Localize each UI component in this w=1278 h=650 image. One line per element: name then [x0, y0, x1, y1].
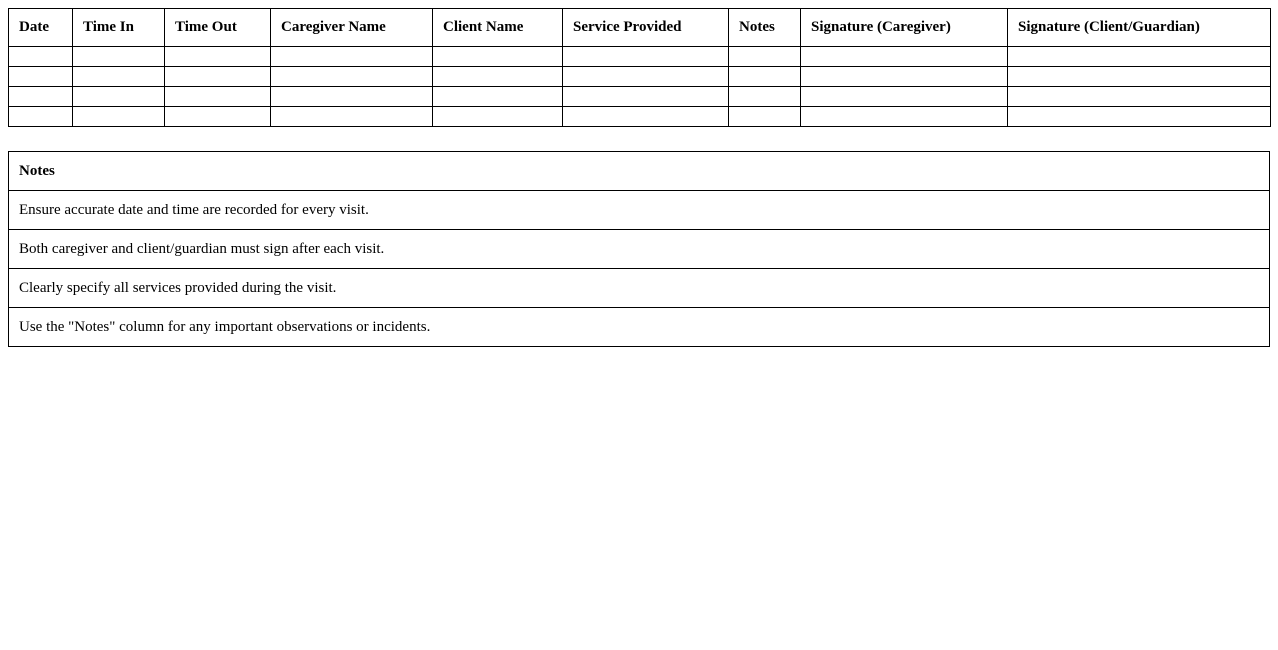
signature-caregiver-cell[interactable]	[801, 107, 1008, 127]
signature-client-guardian-cell[interactable]	[1008, 87, 1271, 107]
notes-cell[interactable]	[729, 47, 801, 67]
column-header-time-in: Time In	[73, 9, 165, 47]
note-item: Both caregiver and client/guardian must sign after each visit.	[9, 230, 1270, 269]
table-row	[9, 107, 1271, 127]
column-header-time-out: Time Out	[165, 9, 271, 47]
service-provided-cell[interactable]	[563, 67, 729, 87]
signature-caregiver-cell[interactable]	[801, 47, 1008, 67]
client-name-cell[interactable]	[433, 107, 563, 127]
service-provided-cell[interactable]	[563, 87, 729, 107]
note-item: Use the "Notes" column for any important observations or incidents.	[9, 308, 1270, 347]
client-name-cell[interactable]	[433, 67, 563, 87]
table-header-row	[9, 9, 1271, 47]
time-out-cell[interactable]	[165, 87, 271, 107]
note-item: Clearly specify all services provided during the visit.	[9, 269, 1270, 308]
caregiver-name-cell[interactable]	[271, 47, 433, 67]
caregiver-name-cell[interactable]	[271, 107, 433, 127]
notes-cell[interactable]	[729, 67, 801, 87]
signature-caregiver-cell[interactable]	[801, 67, 1008, 87]
table-row	[9, 67, 1271, 87]
date-cell[interactable]	[9, 87, 73, 107]
column-header-date: Date	[9, 9, 73, 47]
time-in-cell[interactable]	[73, 47, 165, 67]
column-header-signature-caregiver: Signature (Caregiver)	[801, 9, 1008, 47]
signature-caregiver-cell[interactable]	[801, 87, 1008, 107]
signature-client-guardian-cell[interactable]	[1008, 67, 1271, 87]
column-header-signature-client-guardian: Signature (Client/Guardian)	[1008, 9, 1271, 47]
time-out-cell[interactable]	[165, 47, 271, 67]
client-name-cell[interactable]	[433, 47, 563, 67]
column-header-service-provided: Service Provided	[563, 9, 729, 47]
time-in-cell[interactable]	[73, 87, 165, 107]
note-row	[9, 230, 1270, 269]
service-provided-cell[interactable]	[563, 47, 729, 67]
date-cell[interactable]	[9, 67, 73, 87]
notes-cell[interactable]	[729, 87, 801, 107]
column-header-notes: Notes	[729, 9, 801, 47]
note-item: Ensure accurate date and time are recorded for every visit.	[9, 191, 1270, 230]
service-provided-cell[interactable]	[563, 107, 729, 127]
time-in-cell[interactable]	[73, 67, 165, 87]
note-row	[9, 191, 1270, 230]
notes-header-row	[9, 152, 1270, 191]
column-header-caregiver-name: Caregiver Name	[271, 9, 433, 47]
time-in-cell[interactable]	[73, 107, 165, 127]
column-header-client-name: Client Name	[433, 9, 563, 47]
table-row	[9, 87, 1271, 107]
signature-client-guardian-cell[interactable]	[1008, 47, 1271, 67]
time-out-cell[interactable]	[165, 67, 271, 87]
note-row	[9, 269, 1270, 308]
table-row	[9, 47, 1271, 67]
time-out-cell[interactable]	[165, 107, 271, 127]
caregiver-name-cell[interactable]	[271, 87, 433, 107]
notes-table	[8, 151, 1270, 347]
notes-cell[interactable]	[729, 107, 801, 127]
client-name-cell[interactable]	[433, 87, 563, 107]
note-row	[9, 308, 1270, 347]
date-cell[interactable]	[9, 107, 73, 127]
visit-log-table	[8, 8, 1271, 127]
caregiver-name-cell[interactable]	[271, 67, 433, 87]
notes-heading: Notes	[9, 152, 1270, 191]
date-cell[interactable]	[9, 47, 73, 67]
signature-client-guardian-cell[interactable]	[1008, 107, 1271, 127]
